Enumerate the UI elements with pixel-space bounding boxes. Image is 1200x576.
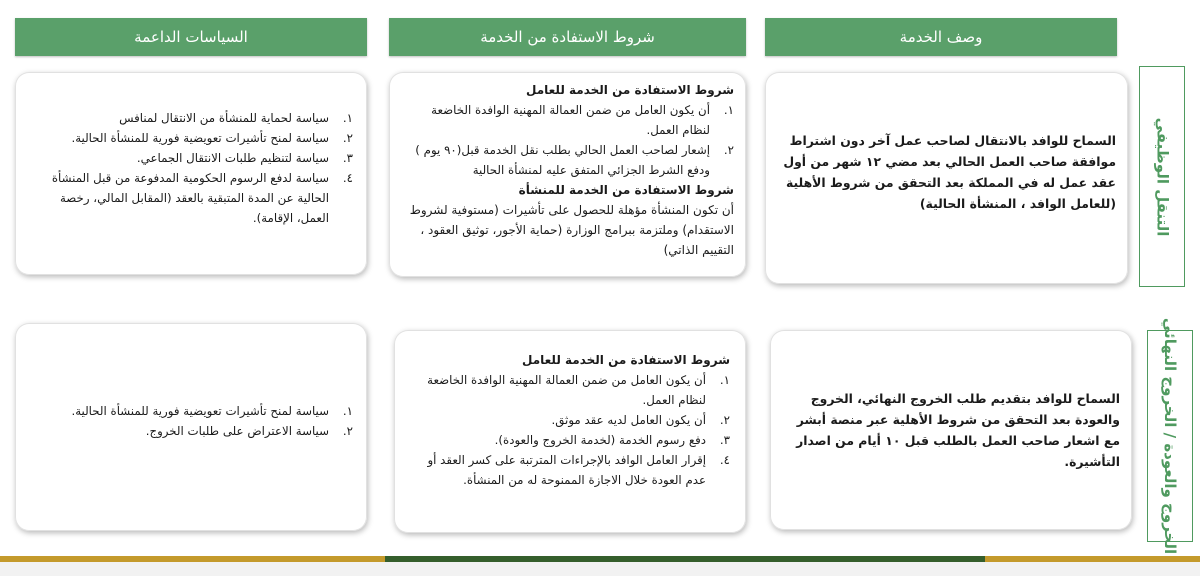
worker-conditions-title: شروط الاستفادة من الخدمة للعامل bbox=[522, 353, 730, 367]
header-service-description: وصف الخدمة bbox=[765, 18, 1117, 56]
worker-conditions-title: شروط الاستفادة من الخدمة للعامل bbox=[526, 83, 734, 97]
list-item: ١. أن يكون العامل من ضمن العمالة المهنية الوافدة الخاضعة لنظام العمل. bbox=[431, 103, 734, 137]
worker-conditions-list bbox=[408, 370, 730, 490]
conditions-card bbox=[394, 330, 746, 533]
row-label-text: التنقل الوظيفي bbox=[1153, 117, 1172, 236]
row-label-exit-reentry bbox=[1147, 317, 1193, 555]
list-item: ١. سياسة لمنح تأشيرات تعويضية فورية للمنشأة الحالية. bbox=[71, 404, 353, 418]
footer-strip bbox=[0, 562, 1200, 576]
row-label-job-mobility bbox=[1139, 66, 1185, 287]
policies-list bbox=[29, 108, 353, 228]
header-service-conditions: شروط الاستفادة من الخدمة bbox=[389, 18, 746, 56]
list-item: ٢. سياسة لمنح تأشيرات تعويضية فورية للمنشأة الحالية. bbox=[71, 131, 353, 145]
header-supporting-policies: السياسات الداعمة bbox=[15, 18, 367, 56]
service-description-card bbox=[765, 72, 1128, 284]
policies-card bbox=[15, 323, 367, 531]
policies-list bbox=[29, 401, 353, 441]
row-label-text: الخروج والعودة / الخروج النهائي bbox=[1161, 317, 1180, 555]
list-item: ٤. سياسة لدفع الرسوم الحكومية المدفوعة من قبل المنشأة الحالية عن المدة المتبقية بالعقد (المقابل المالي، رخصة العمل، الإقامة). bbox=[51, 171, 353, 225]
policies-card bbox=[15, 72, 367, 275]
service-description-text: السماح للوافد بالانتقال لصاحب عمل آخر دون اشتراط موافقة صاحب العمل الحالي بعد مضي ١٢ شهر من أول عقد عمل له في المملكة بعد التحقق من شروط الأهلية (للعامل الوافد ، المنشأة الحالية) bbox=[783, 133, 1116, 211]
establishment-conditions-title: شروط الاستفادة من الخدمة للمنشأة bbox=[518, 183, 734, 197]
conditions-card bbox=[389, 72, 746, 277]
list-item: ٢. إشعار لصاحب العمل الحالي بطلب نقل الخدمة قبل(٩٠ يوم ) ودفع الشرط الجزائي المتفق عليه لمنشأة الحالية bbox=[415, 143, 734, 177]
list-item: ٣. دفع رسوم الخدمة (لخدمة الخروج والعودة). bbox=[494, 433, 730, 447]
list-item: ٢. أن يكون العامل لديه عقد موثق. bbox=[551, 413, 730, 427]
list-item: ٤. إقرار العامل الوافد بالإجراءات المترتبة على كسر العقد أو عدم العودة خلال الاجازة الممنوحة له من المنشأة. bbox=[427, 453, 730, 487]
establishment-conditions-text: أن تكون المنشأة مؤهلة للحصول على تأشيرات (مستوفية لشروط الاستقدام) وملتزمة ببرامج الوزارة (حماية الأجور، توثيق العقود ، التقييم الذاتي) bbox=[409, 203, 734, 257]
worker-conditions-list bbox=[401, 100, 734, 180]
list-item: ٢. سياسة الاعتراض على طلبات الخروج. bbox=[145, 424, 353, 438]
service-description-text: السماح للوافد بتقديم طلب الخروج النهائي، الخروج والعودة بعد التحقق من شروط الأهلية عبر منصة أبشر مع اشعار صاحب العمل بالطلب قبل ١٠ أيام من اصدار التأشيرة. bbox=[796, 391, 1120, 469]
list-item: ٣. سياسة لتنظيم طلبات الانتقال الجماعي. bbox=[136, 151, 353, 165]
list-item: ١. سياسة لحماية للمنشأة من الانتقال لمنافس bbox=[119, 111, 353, 125]
service-description-card bbox=[770, 330, 1132, 530]
list-item: ١. أن يكون العامل من ضمن العمالة المهنية الوافدة الخاضعة لنظام العمل. bbox=[427, 373, 730, 407]
